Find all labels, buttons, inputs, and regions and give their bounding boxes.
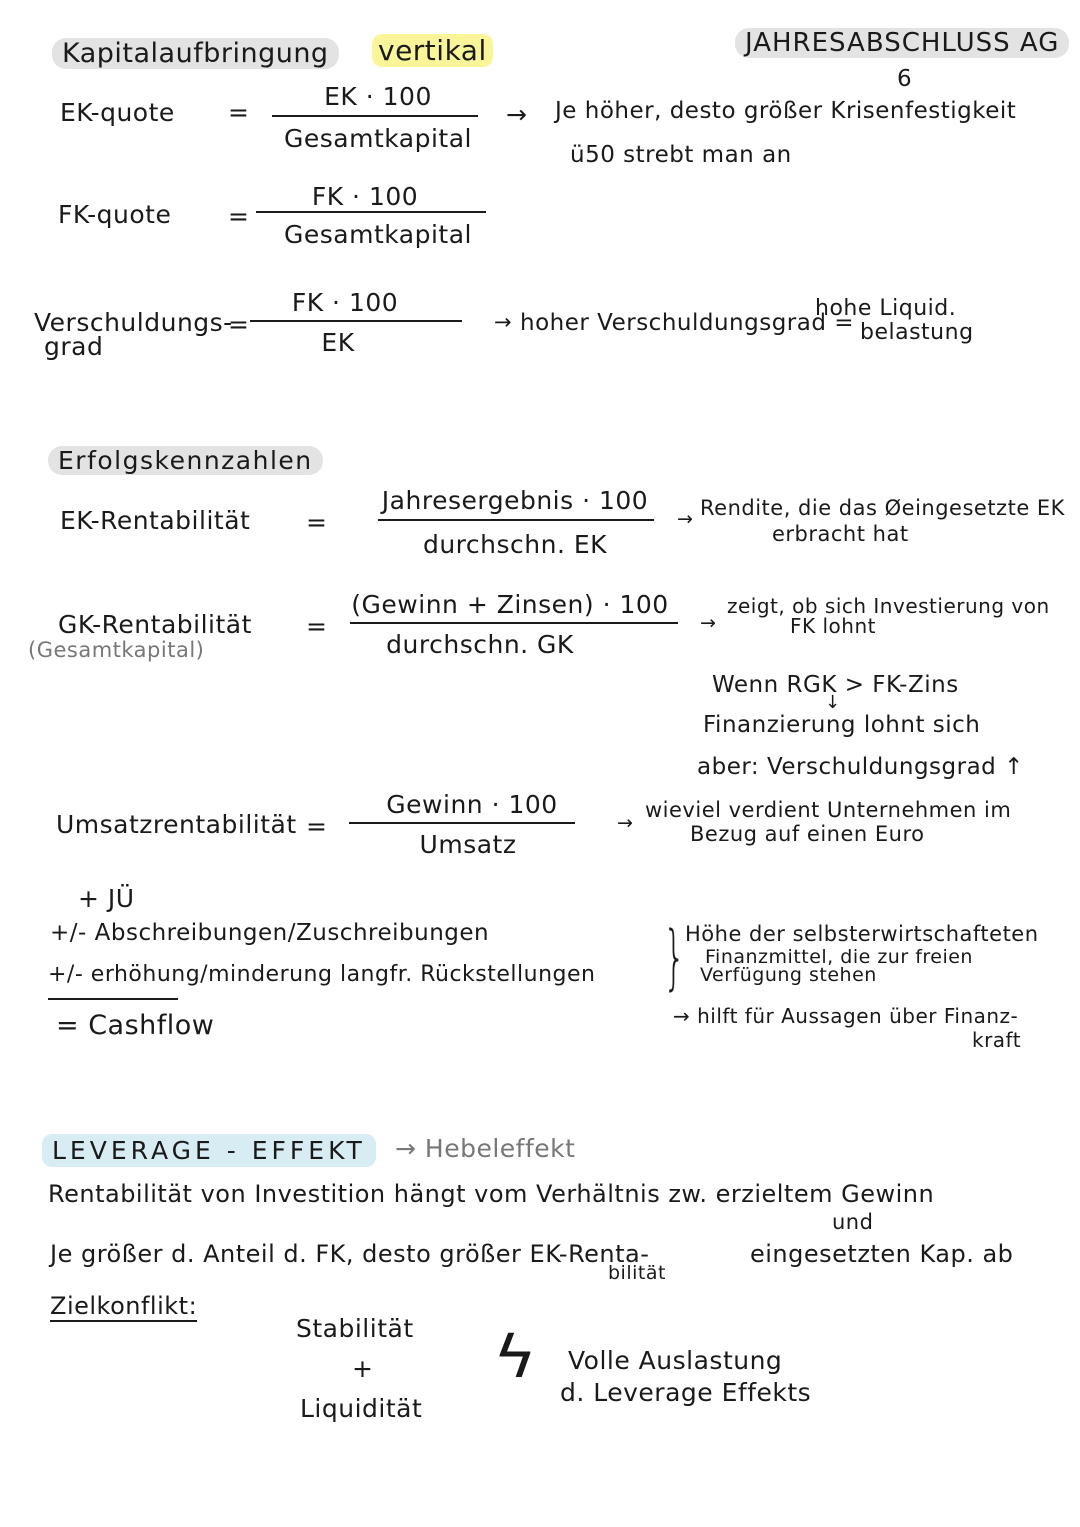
cashflow-note: Höhe der selbsterwirtschafteten xyxy=(685,922,1039,946)
cashflow-note-cont2: Verfügung stehen xyxy=(700,964,877,986)
leverage-definition-end: eingesetzten Kap. ab xyxy=(750,1240,1014,1268)
section-heading-erfolgskennzahlen: Erfolgskennzahlen xyxy=(48,446,323,475)
gk-condition: Wenn RGK > FK-Zins xyxy=(712,672,959,698)
arrow-icon: → xyxy=(506,100,528,129)
zielkonflikt-leverage: d. Leverage Effekts xyxy=(560,1378,812,1407)
ek-quote-label: EK-quote xyxy=(60,98,175,127)
zielkonflikt-stabilitaet: Stabilität xyxy=(296,1314,414,1343)
ek-quote-fraction-line xyxy=(272,115,478,117)
gk-rentabilitaet-note: zeigt, ob sich Investierung von xyxy=(727,594,1050,618)
ek-rentabilitaet-equals: = xyxy=(306,508,328,537)
gk-rentabilitaet-fraction-line xyxy=(350,622,678,624)
leverage-rule: Je größer d. Anteil d. FK, desto größer EK-Renta- xyxy=(50,1240,650,1268)
zielkonflikt-liquiditaet: Liquidität xyxy=(300,1394,423,1423)
gk-rentabilitaet-equals: = xyxy=(306,612,328,641)
fk-quote-numerator: FK · 100 xyxy=(311,182,419,211)
verschuldungsgrad-numerator: FK · 100 xyxy=(291,288,399,317)
cashflow-line-abschreibungen: +/- Abschreibungen/Zuschreibungen xyxy=(50,920,490,946)
gk-condition-caveat: aber: Verschuldungsgrad ↑ xyxy=(697,754,1024,780)
gk-rentabilitaet-sublabel: (Gesamtkapital) xyxy=(28,638,205,662)
brace-icon: } xyxy=(663,916,686,998)
gk-rentabilitaet-label: GK-Rentabilität xyxy=(58,610,252,639)
ek-quote-note: Je höher, desto größer Krisenfestigkeit xyxy=(555,98,1017,124)
leverage-definition: Rentabilität von Investition hängt vom Verhältnis zw. erzieltem Gewinn xyxy=(48,1180,935,1208)
verschuldungsgrad-fraction-line xyxy=(250,320,462,322)
cashflow-note-cont: Finanzmittel, die zur freien xyxy=(705,946,973,968)
umsatzrentabilitaet-note: wieviel verdient Unternehmen im xyxy=(645,798,1012,822)
ek-rentabilitaet-fraction-line xyxy=(378,519,654,521)
umsatzrentabilitaet-label: Umsatzrentabilität xyxy=(56,810,297,839)
leverage-definition-und: und xyxy=(832,1210,874,1234)
section-heading-leverage-effekt: LEVERAGE - EFFEKT xyxy=(42,1134,376,1167)
umsatzrentabilitaet-fraction-line xyxy=(349,822,575,824)
gk-rentabilitaet-denominator: durchschn. GK xyxy=(386,630,574,659)
verschuldungsgrad-note-result-cont: belastung xyxy=(860,320,974,345)
leverage-alias: → Hebeleffekt xyxy=(395,1134,576,1163)
gk-rentabilitaet-note-cont: FK lohnt xyxy=(790,614,876,638)
umsatzrentabilitaet-note-cont: Bezug auf einen Euro xyxy=(690,822,925,846)
arrow-icon: → xyxy=(617,812,634,834)
ek-rentabilitaet-label: EK-Rentabilität xyxy=(60,506,251,535)
verschuldungsgrad-denominator: EK xyxy=(321,328,355,357)
cashflow-sum-line xyxy=(48,998,178,1000)
ek-rentabilitaet-note-cont: erbracht hat xyxy=(772,522,909,546)
ek-quote-numerator: EK · 100 xyxy=(324,82,432,111)
verschuldungsgrad-note: hoher Verschuldungsgrad = xyxy=(520,310,855,336)
cashflow-line-ju: + JÜ xyxy=(78,884,135,913)
lightning-icon: ϟ xyxy=(498,1319,533,1393)
cashflow-note-purpose: → hilft für Aussagen über Finanz- xyxy=(673,1004,1019,1028)
page-number: 6 xyxy=(897,66,913,92)
section-heading-kapitalaufbringung: Kapitalaufbringung xyxy=(52,38,339,69)
verschuldungsgrad-equals: = xyxy=(228,310,250,339)
verschuldungsgrad-label-cont: grad xyxy=(44,332,104,361)
fk-quote-fraction-line xyxy=(256,211,486,213)
verschuldungsgrad-note-result: hohe Liquid. xyxy=(815,296,957,321)
umsatzrentabilitaet-denominator: Umsatz xyxy=(419,830,517,859)
cashflow-line-rueckstellungen: +/- erhöhung/minderung langfr. Rückstellungen xyxy=(48,962,596,987)
ek-rentabilitaet-denominator: durchschn. EK xyxy=(422,530,608,559)
gk-rentabilitaet-numerator: (Gewinn + Zinsen) · 100 xyxy=(351,590,669,619)
zielkonflikt-plus: + xyxy=(352,1354,374,1383)
ek-quote-note-target: ü50 strebt man an xyxy=(570,142,792,168)
umsatzrentabilitaet-numerator: Gewinn · 100 xyxy=(386,790,558,819)
arrow-icon: → xyxy=(677,508,694,530)
ek-rentabilitaet-note: Rendite, die das Øeingesetzte EK xyxy=(700,496,1065,520)
ek-quote-denominator: Gesamtkapital xyxy=(284,124,472,153)
arrow-icon: → xyxy=(700,612,717,634)
ek-rentabilitaet-numerator: Jahresergebnis · 100 xyxy=(381,486,649,515)
gk-condition-result: Finanzierung lohnt sich xyxy=(703,712,981,738)
document-title: JAHRESABSCHLUSS AG xyxy=(735,28,1069,58)
umsatzrentabilitaet-equals: = xyxy=(306,812,328,841)
zielkonflikt-auslastung: Volle Auslastung xyxy=(568,1346,783,1375)
fk-quote-denominator: Gesamtkapital xyxy=(284,220,472,249)
cashflow-note-purpose-cont: kraft xyxy=(972,1028,1022,1052)
section-tag-vertikal: vertikal xyxy=(372,34,493,67)
cashflow-result: = Cashflow xyxy=(56,1010,215,1041)
leverage-rule-cont: bilität xyxy=(608,1262,666,1284)
ek-quote-equals: = xyxy=(228,98,250,127)
zielkonflikt-label: Zielkonflikt: xyxy=(50,1292,198,1320)
verschuldungsgrad-label: Verschuldungs- xyxy=(34,308,233,337)
arrow-icon: → xyxy=(494,310,513,334)
arrow-down-icon: ↓ xyxy=(825,692,841,713)
fk-quote-label: FK-quote xyxy=(58,200,172,229)
fk-quote-equals: = xyxy=(228,202,250,231)
